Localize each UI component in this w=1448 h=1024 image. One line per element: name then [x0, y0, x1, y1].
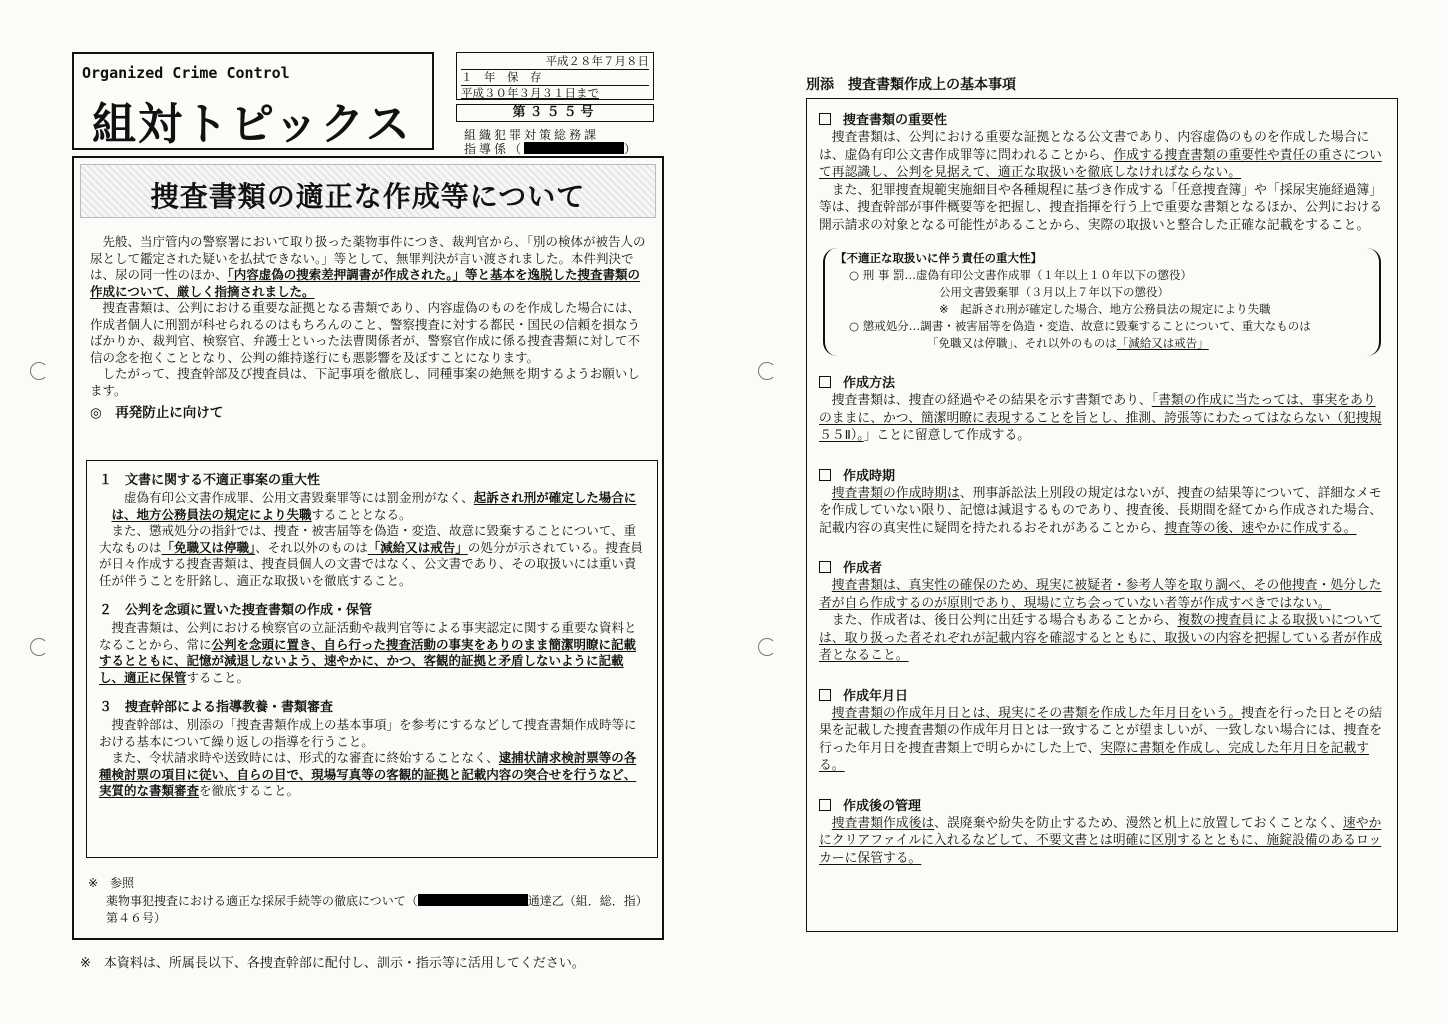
management-text: 、誤廃棄や紛失を防止するため、漫然と机上に放置しておくことなく、: [934, 815, 1343, 831]
staff-line: [464, 140, 639, 157]
retention-until: 平成３０年３月３１日まで: [461, 85, 649, 101]
banner-title: 捜査書類の適正な作成等について: [150, 180, 586, 213]
s1p1-text: 虚偽有印公文書作成罪、公用文書毀棄罪等には罰金刑がなく、: [124, 490, 474, 505]
measures-box: [86, 460, 658, 858]
management-emphasis: 速やかにクリアファイルに入れるなどして、不要文書とは明確に区別するとともに、施錠設備のあるロッカーに保管する。: [819, 815, 1382, 866]
section-1-title: １ 文書に関する不適正事案の重大性: [99, 473, 321, 488]
intro-p1-text: 先般、当庁管内の警察署において取り扱った薬物事件につき、裁判官から、「別の検体が被告人の尿として鑑定された疑いを払拭できない。」等として、無罪判決が言い渡されました。本件判決では、尿の同一性のほか、: [90, 234, 646, 282]
title-banner: [80, 164, 656, 218]
reference: [88, 874, 648, 927]
reference-text-b: 通達乙（組．総．指）第４６号）: [106, 894, 648, 925]
imp-p1-text: 捜査書類は、公判における重要な証拠となる公文書であり、内容虚偽のものを作成した場合には、虚偽有印公文書作成罪等に問われることから、: [819, 130, 1370, 163]
intro-p1-emphasis: 「内容虚偽の捜索差押調書が作成された。」等と基本を逸脱した捜査書類の作成について、厳しく指摘されました。: [90, 267, 641, 299]
checkbox-icon: [819, 469, 831, 481]
imp-p1-emphasis: 作成する捜査書類の重要性や責任の重さについて再認識し、公判を見据えて、適正な取扱いを徹底しなければならない。: [819, 147, 1382, 180]
reference-redaction: [418, 894, 528, 906]
date-paragraph: [819, 705, 1387, 775]
checkbox-icon: [819, 376, 831, 388]
bracket-line-4: [835, 318, 1369, 335]
punch-hole: [30, 638, 48, 656]
liability-bracket: [823, 248, 1381, 356]
punch-hole: [758, 362, 776, 380]
s2p1-tail: すること。: [186, 669, 250, 685]
prevention-heading: ◎ 再発防止に向けて: [90, 405, 224, 421]
bracket-label-penal: ○ 刑 事 罰: [849, 268, 905, 282]
s1p2-text: また、懲戒処分の指針では、捜査・被害届等を偽造・変造、故意に毀棄することについて、重大なものは: [99, 523, 637, 555]
intro-paragraph-2: 捜査書類は、公判における重要な証拠となる書類であり、内容虚偽のものを作成した場合には、作成者個人に刑罰が科せられるのはもちろんのこと、警察捜査に対する都民・国民の信頼を損なうばかりか、裁判官、検察官、弁護士といった法曹関係者が、警察官作成に係る捜査書類に対して不信の念を抱くこととなり、公判の維持遂行にも悪影響を及ぼすことになります。: [90, 300, 641, 365]
attachment-title: 別添 捜査書類作成上の基本事項: [806, 77, 1016, 93]
timing-paragraph: [819, 485, 1387, 538]
management-lead: 捜査書類作成後は: [831, 815, 935, 831]
bracket-title: 【不適正な取扱いに伴う責任の重大性】: [835, 251, 1042, 265]
left-content-frame: [72, 156, 664, 940]
section-author-label: 作成者: [843, 561, 883, 576]
method-tail: 」ことに留意して作成する。: [863, 428, 1031, 443]
bracket-line-1: [835, 267, 1369, 284]
section-importance: [819, 109, 1387, 234]
s1p2-emphasis-1: 「免職又は停職」: [161, 539, 256, 555]
author-paragraph-2: [819, 612, 1387, 665]
date-lead: 捜査書類の作成年月日とは、現実にその書類を作成した年月日をいう。: [831, 705, 1242, 721]
s1p2-emphasis-2: 「減給又は戒告」: [367, 539, 468, 555]
section-1-paragraph-1: [99, 490, 645, 523]
intro-paragraph-1: [90, 234, 648, 300]
dept-name: 組織犯罪対策総務課: [464, 128, 600, 142]
redaction: [524, 142, 624, 154]
footer-note: ※ 本資料は、所属長以下、各捜査幹部に配付し、訓示・指示等に活用してください。: [80, 956, 585, 971]
author-p2-text: また、作成者は、後日公判に出廷する場合もあることから、: [831, 613, 1178, 628]
s1p2-tail: の処分が示されている。捜査員が日々作成する捜査書類は、捜査員個人の文書ではなく、公文書であり、その取扱いには重い責任が伴うことを肝銘し、適正な取扱いを徹底すること。: [99, 539, 643, 588]
section-2-paragraph-1: [99, 620, 645, 686]
intro: [90, 234, 648, 421]
bracket-text-5b: 、それ以外のものは: [1013, 336, 1117, 350]
section-3-paragraph-1: 捜査幹部は、別添の「捜査書類作成上の基本事項」を参考にするなどして捜査書類作成時等における基本について繰り返しの指導を行うこと。: [99, 717, 637, 749]
section-management-label: 作成後の管理: [843, 798, 922, 814]
bracket-line-3: ※ 起訴され刑が確定した場合、地方公務員法の規定により失職: [939, 302, 1271, 316]
method-paragraph: [819, 392, 1387, 445]
checkbox-icon: [819, 113, 831, 125]
reference-text: [106, 893, 648, 927]
reference-text-a: 薬物事犯捜査における適正な採尿手続等の徹底について（: [106, 894, 418, 908]
author-p2-emphasis: 複数の捜査員による取扱いについては、取り扱った者それぞれが記載内容を確認するとともに、取扱いの内容を把握している者が作成者となること。: [819, 613, 1383, 663]
issue-number: 第３５５号: [456, 104, 654, 122]
bracket-text-5a: 「免職又は停職」: [927, 336, 1014, 350]
author-paragraph-1: [819, 577, 1387, 612]
section-timing: [819, 465, 1387, 538]
timing-text: 、刑事訴訟法上別段の規定はないが、捜査の結果等について、詳細なメモを作成していない限り、記憶は減退するものであり、捜査後、長期間を経てから作成された場合、記載内容の真実性に疑問を持たれるおそれがあることから、: [819, 485, 1383, 536]
bracket-text-4: …調書・被害届等を偽造・変造、故意に毀棄することについて、重大なものは: [908, 319, 1311, 333]
checkbox-icon: [819, 689, 831, 701]
section-method-title: [819, 372, 1387, 391]
meta-block: [448, 52, 662, 156]
s3p2-emphasis: 逮捕状請求検討票等の各種検討票の項目に従い、自らの目で、現場写真等の客観的証拠と記載内容の突合せを行うなど、実質的な書類審査: [99, 750, 637, 798]
date-emphasis: 実際に書類を作成し、完成した年月日を記載する。: [819, 740, 1370, 773]
section-3-paragraph-2: [99, 750, 645, 800]
section-date-label: 作成年月日: [843, 688, 909, 704]
section-2-title: ２ 公判を念頭に置いた捜査書類の作成・保管: [99, 603, 373, 618]
staff-suffix: ）: [624, 142, 640, 156]
importance-paragraph-1: [819, 129, 1387, 182]
right-content-frame: [806, 98, 1398, 932]
section-author: [819, 557, 1387, 665]
s1p1-tail: することとなる。: [311, 506, 412, 522]
section-timing-label: 作成時期: [843, 468, 896, 484]
section-importance-title: [819, 109, 1387, 128]
section-importance-label: 捜査書類の重要性: [843, 113, 948, 128]
intro-paragraph-3: したがって、捜査幹部及び捜査員は、下記事項を徹底し、同種事案の絶無を期するようお願いします。: [90, 366, 640, 398]
section-method: [819, 372, 1387, 445]
punch-hole: [758, 638, 776, 656]
brand-title: 組対トピックス: [92, 99, 412, 150]
bracket-text-5c: 「減給又は戒告」: [1116, 336, 1209, 350]
meta-date-box: [456, 52, 654, 100]
method-text: 捜査書類は、捜査の経過やその結果を示す書類であり、: [831, 393, 1152, 408]
section-method-label: 作成方法: [843, 376, 896, 391]
section-author-title: [819, 557, 1387, 576]
bracket-line-5: [835, 335, 1369, 352]
section-1-paragraph-2: [99, 523, 645, 589]
s3p2-tail: を徹底すること。: [199, 783, 300, 798]
checkbox-icon: [819, 799, 831, 811]
date-text: 捜査を行った日とその結果を記載した捜査書類の作成年月日とは一致することが望ましいが、一致しない場合には、捜査を行った年月日を捜査書類上で明らかにした上で、: [819, 705, 1383, 756]
section-management-title: [819, 795, 1387, 814]
s2p1-emphasis: 公判を念頭に置き、自ら行った捜査活動の事実をありのまま簡潔明瞭に記載するとともに、記憶が減退しないよう、速やかに、かつ、客観的証拠と矛盾しないように記載し、適正に保管: [99, 636, 637, 685]
importance-paragraph-2: また、犯罪捜査規範実施細目や各種規程に基づき作成する「任意捜査簿」や「採尿実施経過簿」等は、捜査幹部が事件概要等を把握し、捜査指揮を行う上で重要な書類となるほか、公判における開示請求の対象となる可能性があることから、実際の取扱いと整合した正確な記載をすること。: [819, 182, 1383, 233]
section-timing-title: [819, 465, 1387, 484]
bracket-text-1: …虚偽有印公文書作成罪（１年以上１０年以下の懲役）: [904, 268, 1193, 282]
section-management: [819, 795, 1387, 868]
staff-prefix: 指導係（: [464, 142, 525, 156]
section-date: [819, 685, 1387, 775]
checkbox-icon: [819, 561, 831, 573]
reference-title: ※ 参照: [88, 876, 135, 890]
s1p1-emphasis: 起訴され刑が確定した場合には、地方公務員法の規定により失職: [111, 490, 637, 522]
bracket-label-discipline: ○ 懲戒処分: [849, 319, 909, 333]
punch-hole: [30, 362, 48, 380]
author-p1-emphasis: 捜査書類は、真実性の確保のため、現実に被疑者・参考人等を取り調べ、その他捜査・処分した者が自ら作成するのが原則であり、現場に立ち会っていない者等が作成すべきではない。: [819, 578, 1382, 611]
bracket-line-2: 公用文書毀棄罪（３月以上７年以下の懲役）: [939, 285, 1169, 299]
doc-date: 平成２８年７月８日: [545, 54, 649, 68]
timing-emphasis: 捜査等の後、速やかに作成する。: [1164, 520, 1357, 536]
timing-lead: 捜査書類の作成時期は: [831, 485, 960, 501]
s1p2-mid: 、それ以外のものは: [255, 539, 368, 555]
retention: １ 年 保 存: [461, 69, 649, 85]
brand-box: [72, 52, 434, 150]
section-date-title: [819, 685, 1387, 704]
section-3-title: ３ 捜査幹部による指導教養・書類審査: [99, 700, 334, 715]
method-emphasis: 「書類の作成に当たっては、事実をありのままに、かつ、簡潔明瞭に表現することを旨とし、推測、誇張等にわたってはならない（犯捜規５５Ⅱ）。: [819, 393, 1382, 443]
s2p1-text: 捜査書類は、公判における検察官の立証活動や裁判官等による事実認定に関する重要な資料となることから、常に: [99, 620, 637, 652]
s3p2-text: また、令状請求時や送致時には、形式的な審査に終始することなく、: [111, 750, 499, 765]
management-paragraph: [819, 815, 1387, 868]
brand-english: Organized Crime Control: [82, 64, 290, 82]
